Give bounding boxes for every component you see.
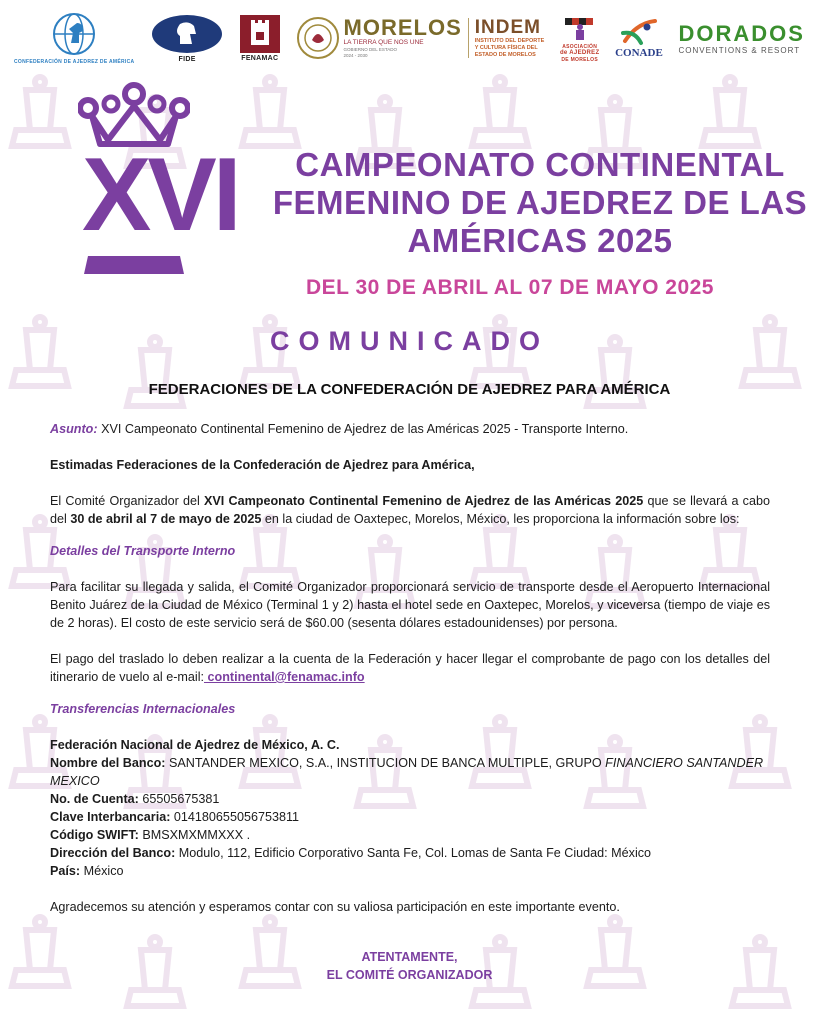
country-label: País: bbox=[50, 864, 81, 878]
subject-label: Asunto: bbox=[50, 422, 98, 436]
dorados-wordmark: DORADOS bbox=[678, 20, 805, 46]
morelos-logo bbox=[296, 16, 545, 60]
thanks-paragraph: Agradecemos su atención y esperamos contar con su valiosa participación en este importante evento. bbox=[50, 900, 620, 914]
morelos-wordmark: MORELOS bbox=[343, 15, 462, 40]
payment-text: El pago del traslado lo deben realizar a la cuenta de la Federación y hacer llegar el comprobante de pago con los detalles del itinerario de vuelo al e-mail: bbox=[50, 652, 770, 684]
transfers-heading: Transferencias Internacionales bbox=[50, 702, 236, 716]
edition-number: XVI bbox=[82, 137, 238, 253]
title-line-3: AMÉRICAS 2025 bbox=[407, 222, 673, 259]
logo-divider bbox=[468, 18, 469, 58]
country-line bbox=[50, 862, 770, 880]
account-value: 65505675381 bbox=[138, 792, 220, 806]
transport-heading: Detalles del Transporte Interno bbox=[50, 544, 236, 558]
conade-wordmark: CONADE bbox=[615, 47, 663, 59]
contact-email-link[interactable]: continental@fenamac.info bbox=[204, 670, 365, 684]
fenamac-rook-icon bbox=[240, 15, 280, 53]
event-title bbox=[270, 146, 810, 260]
dorados-subtitle: CONVENTIONS & RESORT bbox=[678, 45, 801, 55]
dorados-logo bbox=[678, 22, 804, 55]
bank-value-italic: FINANCIERO SANTANDER MEXICO bbox=[50, 756, 764, 788]
bank-address-label: Dirección del Banco: bbox=[50, 846, 176, 860]
subject-text: XVI Campeonato Continental Femenino de Ajedrez de las Américas 2025 - Transporte Interno. bbox=[97, 422, 629, 436]
closing-line-1: ATENTAMENTE, bbox=[361, 950, 458, 964]
clabe-value: 014180655056753811 bbox=[170, 810, 300, 824]
fenamac-label: FENAMAC bbox=[241, 54, 279, 62]
fide-logo bbox=[150, 14, 224, 63]
morelos-emblem-icon bbox=[296, 16, 340, 60]
swift-line bbox=[50, 826, 770, 844]
title-line-2: FEMENINO DE AJEDREZ DE LAS bbox=[272, 184, 808, 221]
asociacion-label-2: de AJEDREZ bbox=[559, 49, 600, 56]
indem-sub-line-1: INSTITUTO DEL DEPORTE bbox=[474, 37, 545, 44]
intro-dates: 30 de abril al 7 de mayo de 2025 bbox=[70, 512, 262, 526]
swift-value: BMSXMXMMXXX . bbox=[138, 828, 251, 842]
federation-name: Federación Nacional de Ajedrez de México, A. C. bbox=[50, 738, 340, 752]
intro-part-3: en la ciudad de Oaxtepec, Morelos, México, les proporciona la información sobre los: bbox=[261, 512, 740, 526]
swift-label: Código SWIFT: bbox=[50, 828, 139, 842]
bank-value: SANTANDER MEXICO, S.A., INSTITUCION DE BANCA MULTIPLE, GRUPO bbox=[165, 756, 606, 770]
morelos-years: 2024 - 2030 bbox=[343, 53, 368, 58]
account-line bbox=[50, 790, 770, 808]
confederacion-label: CONFEDERACIÓN DE AJEDREZ DE AMÉRICA bbox=[14, 59, 135, 65]
country-value: México bbox=[80, 864, 124, 878]
intro-paragraph bbox=[50, 492, 770, 528]
indem-sub-line-3: ESTADO DE MORELOS bbox=[474, 51, 536, 58]
account-label: No. de Cuenta: bbox=[50, 792, 139, 806]
payment-paragraph bbox=[50, 650, 770, 686]
title-line-1: CAMPEONATO CONTINENTAL bbox=[295, 146, 785, 183]
confederacion-logo bbox=[14, 11, 134, 65]
clabe-line bbox=[50, 808, 770, 826]
intro-event-name: XVI Campeonato Continental Femenino de Ajedrez de las Américas 2025 bbox=[204, 494, 644, 508]
comunicado-heading: COMUNICADO bbox=[270, 326, 549, 356]
morelos-tagline: LA TIERRA QUE NOS UNE bbox=[343, 39, 424, 46]
asociacion-chess-icon bbox=[563, 14, 597, 42]
sponsor-logos bbox=[14, 10, 805, 66]
indem-wordmark: INDEM bbox=[474, 16, 541, 38]
indem-sub-line-2: Y CULTURA FÍSICA DEL bbox=[474, 44, 538, 51]
transport-paragraph: Para facilitar su llegada y salida, el Comité Organizador proporcionará servicio de transporte desde el Aeropuerto Internacional Benito Juárez de la Ciudad de México (Terminal 1 y 2) hasta el hotel sede en Oaxtepec, Morelos, y viceversa (tiempo de viaje es de 2 horas). El costo de este servicio será de $60.00 (sesenta dólares estadounidenses) por persona. bbox=[50, 580, 770, 630]
event-dates: DEL 30 DE ABRIL AL 07 DE MAYO 2025 bbox=[306, 276, 714, 299]
morelos-text bbox=[344, 17, 462, 59]
indem-logo bbox=[475, 18, 544, 59]
asociacion-label-3: DE MORELOS bbox=[561, 56, 598, 63]
greeting: Estimadas Federaciones de la Confederación de Ajedrez para América, bbox=[50, 458, 475, 472]
closing-signature bbox=[0, 948, 819, 984]
subject-line bbox=[50, 420, 770, 438]
fenamac-logo bbox=[240, 15, 280, 62]
clabe-label: Clave Interbancaria: bbox=[50, 810, 171, 824]
recipients-heading: FEDERACIONES DE LA CONFEDERACIÓN DE AJEDREZ PARA AMÉRICA bbox=[148, 381, 671, 398]
fide-knight-icon bbox=[150, 14, 224, 54]
fide-label: FIDE bbox=[178, 55, 196, 63]
bank-name-line bbox=[50, 754, 770, 790]
asociacion-morelos-logo bbox=[560, 14, 599, 63]
bank-address-line bbox=[50, 844, 770, 862]
closing-line-2: EL COMITÉ ORGANIZADOR bbox=[326, 968, 493, 982]
intro-part-2: que se llevará a cabo del bbox=[50, 494, 770, 526]
morelos-government: GOBIERNO DEL ESTADO bbox=[343, 47, 398, 52]
confederacion-globe-icon bbox=[33, 11, 115, 57]
intro-part-1: El Comité Organizador del bbox=[50, 494, 204, 508]
communique-body bbox=[50, 420, 770, 916]
bank-address-value: Modulo, 112, Edificio Corporativo Santa Fe, Col. Lomas de Santa Fe Ciudad: México bbox=[175, 846, 652, 860]
asociacion-label-1: ASOCIACIÓN bbox=[562, 43, 598, 50]
conade-runner-icon bbox=[617, 17, 661, 47]
conade-logo bbox=[615, 17, 663, 59]
bank-label: Nombre del Banco: bbox=[50, 756, 166, 770]
